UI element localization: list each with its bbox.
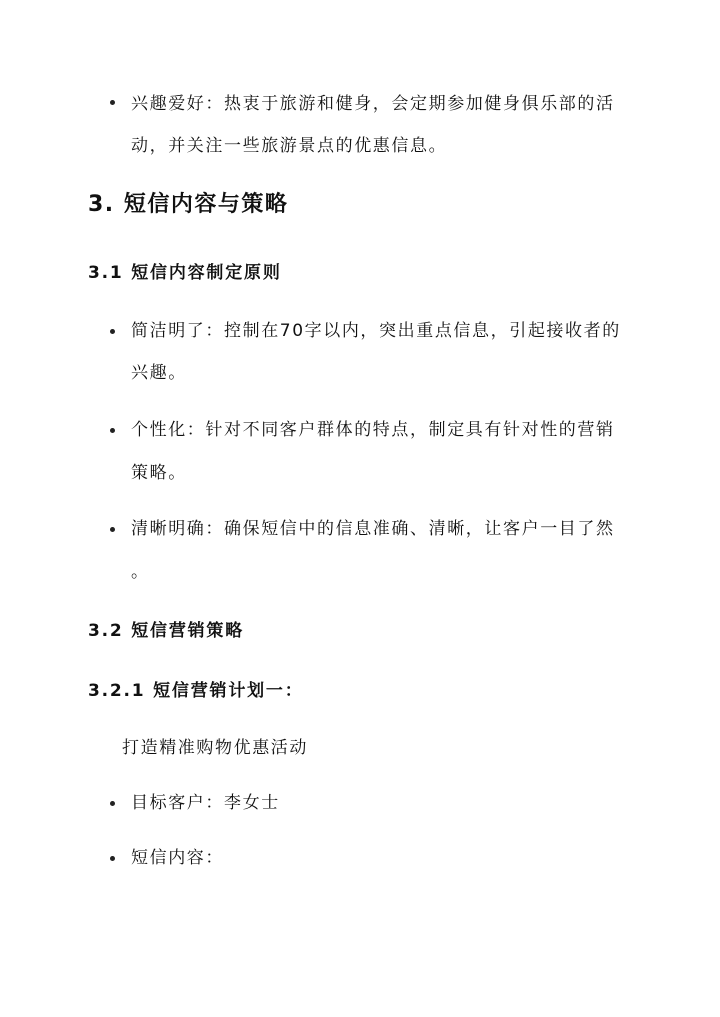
bullet-marker — [110, 428, 115, 433]
bullet-marker — [110, 801, 115, 806]
bullet-marker — [110, 100, 115, 105]
sms-content-label: 短信内容： — [131, 848, 224, 868]
principle-clear-line-1: 清晰明确：确保短信中的信息准确、清晰，让客户一目了然 — [131, 519, 615, 539]
principle-concise-line-1: 简洁明了：控制在70字以内，突出重点信息，引起接收者的 — [131, 321, 621, 341]
principle-personal-line-2: 策略。 — [131, 463, 187, 483]
bullet-marker — [110, 856, 115, 861]
section-3-2-heading: 3.2 短信营销策略 — [88, 621, 245, 641]
section-3-heading: 3. 短信内容与策略 — [88, 192, 289, 217]
principle-personal-line-1: 个性化：针对不同客户群体的特点，制定具有针对性的营销 — [131, 420, 615, 440]
bullet-marker — [110, 329, 115, 334]
principle-concise-line-2: 兴趣。 — [131, 363, 187, 383]
section-3-2-1-heading: 3.2.1 短信营销计划一： — [88, 681, 304, 701]
target-customer: 目标客户：李女士 — [131, 793, 280, 813]
hobby-line-1: 兴趣爱好：热衷于旅游和健身，会定期参加健身俱乐部的活 — [131, 94, 615, 114]
section-3-1-heading: 3.1 短信内容制定原则 — [88, 263, 282, 283]
principle-clear-line-2: 。 — [131, 562, 150, 582]
hobby-line-2: 动，并关注一些旅游景点的优惠信息。 — [131, 136, 448, 156]
plan-one-subtitle: 打造精准购物优惠活动 — [122, 738, 308, 758]
bullet-marker — [110, 527, 115, 532]
